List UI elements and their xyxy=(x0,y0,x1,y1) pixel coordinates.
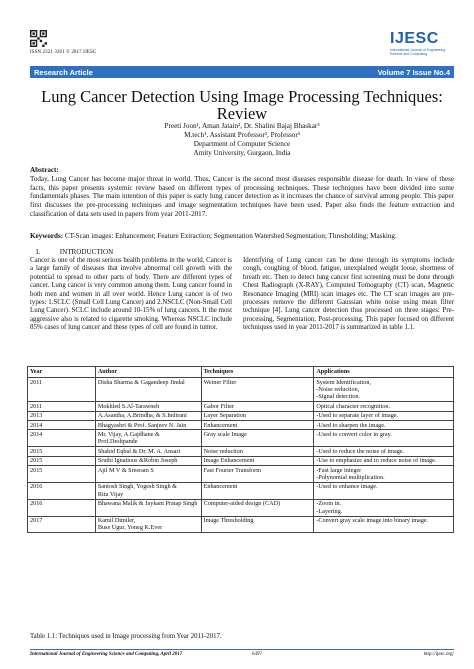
table-row xyxy=(28,421,454,430)
cell-technique: Image Enhancement xyxy=(201,456,314,465)
logo-text: IJESC xyxy=(390,30,439,47)
table-row xyxy=(28,466,454,483)
cell-author: Santosh Singh, Yogesh Singh & Ritu Vijay xyxy=(95,482,201,499)
cell-application: -Used to enhance image. xyxy=(314,482,454,499)
university: Amity University, Gurgaon, India xyxy=(193,149,291,157)
issn-text: ISSN 2321 3361 © 2017 IJESC xyxy=(30,50,97,55)
footer-journal: International Journal of Engineering Science and Computing, April 2017 xyxy=(30,652,183,657)
volume-issue: Volume 7 Issue No.4 xyxy=(377,67,450,77)
table-row xyxy=(28,482,454,499)
article-banner xyxy=(30,66,454,78)
cell-technique: Gabor Filter xyxy=(201,402,314,411)
author-block xyxy=(30,122,454,158)
cell-author: Mokhled S.Al-Tarawneh xyxy=(95,402,201,411)
header-applications: Applications xyxy=(314,367,454,378)
cell-author: A.Asantha, A.Brindha, & S.Indirani xyxy=(95,411,201,420)
cell-technique: Enhancement xyxy=(201,482,314,499)
cell-year: 2014 xyxy=(28,421,96,430)
cell-author: Bhagyashri & Prof. Sanjeev N. Jain xyxy=(95,421,201,430)
cell-author: Kamil Dimiler, Buse Ugur, Yoneg K.Ever xyxy=(95,516,201,533)
cell-year: 2015 xyxy=(28,456,96,465)
keywords xyxy=(30,232,454,241)
abstract-text: Today, Lung Cancer has become major threat in world. Thus, Cancer is the second most diseases responsible disease for death. In view of these facts, this paper presents systemic review based on different types of processing techniques. These techniques have been divided into some fundamentals phases. The main intention of this paper is early lung cancer detection as it increases the chance of survival among people. This paper first discusses the pre-processing techniques and image segmentation techniques have been used. Paper also finds the feature extraction and classification of data sets used in papers from year 2011-2017. xyxy=(30,174,454,218)
cell-technique: Noise reduction xyxy=(201,447,314,456)
table-row xyxy=(28,456,454,465)
cell-year: 2014 xyxy=(28,430,96,447)
cell-technique: Gray scale Image xyxy=(201,430,314,447)
cell-application: -Fast large integer -Polynomial multiplication. xyxy=(314,466,454,483)
page-footer xyxy=(30,652,454,662)
keywords-heading: Keywords: xyxy=(30,232,64,240)
cell-application: System Identification, -Noise reduction, -Signal detection. xyxy=(314,378,454,402)
cell-technique: Fast Fourier Transform xyxy=(201,466,314,483)
cell-author: Disha Sharma & Gagandeep Jindal xyxy=(95,378,201,402)
cell-year: 2016 xyxy=(28,499,96,516)
cell-author: Ajil M V & Sreeram S xyxy=(95,466,201,483)
cell-author: Bhawana Malik & Jaykant Pratap Singh xyxy=(95,499,201,516)
qr-code-icon xyxy=(30,30,47,47)
cell-application: -Used to sharpen the image. xyxy=(314,421,454,430)
cell-application: -Used to reduce the noise of image. xyxy=(314,447,454,456)
table-row xyxy=(28,499,454,516)
cell-year: 2016 xyxy=(28,482,96,499)
header-year: Year xyxy=(28,367,96,378)
cell-year: 2011 xyxy=(28,402,96,411)
authors-line: Preeti Joon¹, Aman Jatain², Dr. Shalini Bajaj Bhaskar³ xyxy=(164,122,320,130)
cell-author: Mr. Vijay, A.Gajdhane & Prof.Deshpande xyxy=(95,430,201,447)
table-row xyxy=(28,430,454,447)
section-number: I. xyxy=(36,248,41,256)
keywords-text: CT-Scan images: Enhancement; Feature Extraction; Segmentation Watershed Segmentation; Thresholding; Masking. xyxy=(64,232,397,240)
cell-technique: Image Thresholding xyxy=(201,516,314,533)
cell-year: 2013 xyxy=(28,411,96,420)
roles-line: M.tech¹, Assistant Professor², Professor³ xyxy=(184,131,300,139)
cell-technique: Layer Separation xyxy=(201,411,314,420)
cell-year: 2015 xyxy=(28,466,96,483)
page-number: 6497 xyxy=(252,652,262,657)
footer-url[interactable]: http://ijesc.org/ xyxy=(423,652,454,657)
cell-application: -Used to convert color in gray. xyxy=(314,430,454,447)
table-row xyxy=(28,516,454,533)
cell-application: Optical character recognition. xyxy=(314,402,454,411)
abstract xyxy=(30,166,454,219)
cell-technique: Computer-aided design (CAD) xyxy=(201,499,314,516)
table-header-row xyxy=(28,367,454,378)
table-row xyxy=(28,402,454,411)
cell-year: 2011 xyxy=(28,378,96,402)
table-row xyxy=(28,447,454,456)
article-type: Research Article xyxy=(34,67,93,77)
paper-title xyxy=(30,88,454,122)
cell-year: 2015 xyxy=(28,447,96,456)
table-caption: Table 1.1: Techniques used in Image processing from Year 2011-2017. xyxy=(30,633,222,640)
cell-application: -Use to emphasize and to reduce noise of image. xyxy=(314,456,454,465)
table-row xyxy=(28,378,454,402)
header-techniques: Techniques xyxy=(201,367,314,378)
cell-application: -Used to separate layer of image. xyxy=(314,411,454,420)
logo-subtitle: International Journal of Engineering Science and Computing xyxy=(390,48,446,56)
table-row xyxy=(28,411,454,420)
header-author: Author xyxy=(95,367,201,378)
title-line-2: Review xyxy=(216,104,268,123)
abstract-heading: Abstract: xyxy=(30,166,59,174)
cell-author: Sruthi Ignatious &Robin Joseph xyxy=(95,456,201,465)
title-line-1: Lung Cancer Detection Using Image Processing Techniques: xyxy=(41,87,443,106)
section-heading xyxy=(36,248,113,256)
section-title: INTRODUCTION xyxy=(59,248,114,256)
cell-author: Shahid Eqbal & Dr. M. A. Ansari xyxy=(95,447,201,456)
cell-year: 2017 xyxy=(28,516,96,533)
intro-column-left: Cancer is one of the most serious health problems in the world. Cancer is a large family of diseases that involve abnormal cell growth with the potential to spread to other parts of body. There are different types of cancer. Lung cancer is very common among them. Lung cancer found in both men and women in all over world. Hence Lung cancer is of two types: 1.SCLC (Small Cell Lung Cancer) and 2.NSCLC (Non-Small Cell Lung Cancer). SCLC include around 10-15% of lung cancers. It the most aggressive also is related to cigarette smoking. Whereas NSCLC include 85% cases of lung cancer and these types of cell are found in tumor. xyxy=(30,257,232,332)
journal-logo xyxy=(390,30,450,56)
footer-divider xyxy=(30,649,454,650)
intro-column-right: Identifying of Lung cancer can be done through its symptoms include cough, coughing of blood, fatigue, unexplained weight loose, shortness of breath etc. Then to detect lung cancer first screening must be done through Chest Radiograph (X-RAY), Computed Tomography (CT) scan, Magnetic Resonance Imaging (MRI) scan images etc. The CT scan images are pre-processes remove the different Gaussian white noise using mean filter technique [4]. Lung cancer detection thus processed on three stages: Pre-processing, Segmentation, Post-processing. This paper focused on different techniques used in year 2011-2017 is summarized in table 1.1. xyxy=(243,257,454,332)
cell-technique: Enhancement xyxy=(201,421,314,430)
cell-technique: Weiner Filter xyxy=(201,378,314,402)
cell-application: -Convert gray scale image into binary image. xyxy=(314,516,454,533)
techniques-table xyxy=(27,366,454,533)
table-body xyxy=(28,378,454,533)
department: Department of Computer Science xyxy=(193,140,291,148)
cell-application: -Zoom in. -Layering. xyxy=(314,499,454,516)
